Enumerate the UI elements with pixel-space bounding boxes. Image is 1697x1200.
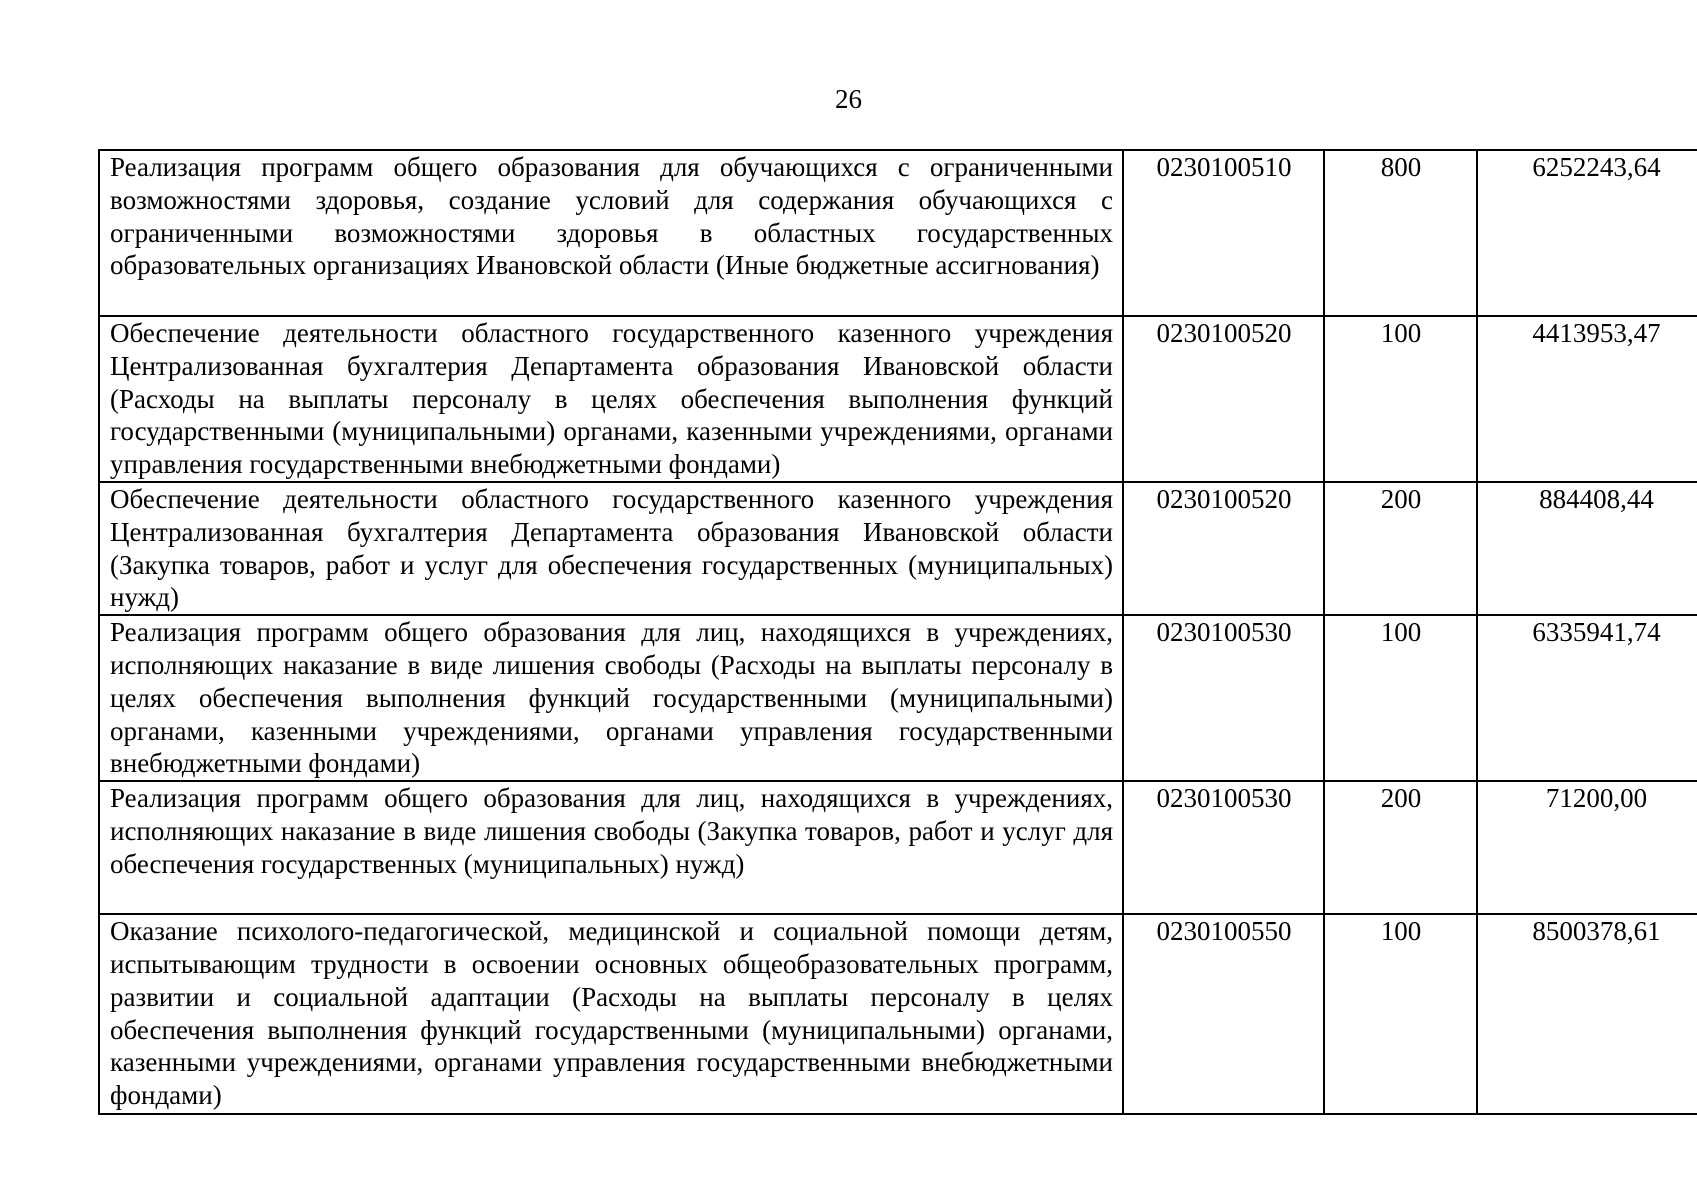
table-row — [99, 316, 1697, 482]
row-amount: 6335941,74 — [1477, 615, 1697, 781]
row-description: Реализация программ общего образования для лиц, находящихся в учреждениях, исполняющих наказание в виде лишения свободы (Расходы на выплаты персоналу в целях обеспечения выполнения функций государственными (муниципальными) органами, казенными учреждениями, органами управления государственными внебюджетными фондами) — [99, 615, 1123, 781]
row-expense-type: 100 — [1324, 914, 1477, 1114]
row-amount: 884408,44 — [1477, 482, 1697, 615]
row-description: Реализация программ общего образования для обучающихся с ограниченными возможностями здоровья, создание условий для содержания обучающихся с ограниченными возможностями здоровья в областных государственных образовательных организациях Ивановской области (Иные бюджетные ассигнования) — [99, 150, 1123, 316]
table-row — [99, 615, 1697, 781]
row-amount: 4413953,47 — [1477, 316, 1697, 482]
table-row — [99, 914, 1697, 1114]
table-row — [99, 482, 1697, 615]
row-description: Обеспечение деятельности областного государственного казенного учреждения Централизованная бухгалтерия Департамента образования Ивановской области (Закупка товаров, работ и услуг для обеспечения государственных (муниципальных) нужд) — [99, 482, 1123, 615]
row-description: Реализация программ общего образования для лиц, находящихся в учреждениях, исполняющих наказание в виде лишения свободы (Закупка товаров, работ и услуг для обеспечения государственных (муниципальных) нужд) — [99, 781, 1123, 914]
row-amount: 71200,00 — [1477, 781, 1697, 914]
row-amount: 8500378,61 — [1477, 914, 1697, 1114]
row-code: 0230100530 — [1123, 781, 1324, 914]
page-number: 26 — [835, 84, 862, 114]
row-code: 0230100520 — [1123, 316, 1324, 482]
table-row — [99, 781, 1697, 914]
row-expense-type: 100 — [1324, 615, 1477, 781]
row-amount: 6252243,64 — [1477, 150, 1697, 316]
row-code: 0230100510 — [1123, 150, 1324, 316]
row-code: 0230100520 — [1123, 482, 1324, 615]
row-expense-type: 200 — [1324, 482, 1477, 615]
row-description: Оказание психолого-педагогической, медицинской и социальной помощи детям, испытывающим трудности в освоении основных общеобразовательных программ, развитии и социальной адаптации (Расходы на выплаты персоналу в целях обеспечения выполнения функций государственными (муниципальными) органами, казенными учреждениями, органами управления государственными внебюджетными фондами) — [99, 914, 1123, 1114]
row-expense-type: 200 — [1324, 781, 1477, 914]
row-expense-type: 100 — [1324, 316, 1477, 482]
budget-table — [98, 149, 1697, 1115]
row-description: Обеспечение деятельности областного государственного казенного учреждения Централизованная бухгалтерия Департамента образования Ивановской области (Расходы на выплаты персоналу в целях обеспечения выполнения функций государственными (муниципальными) органами, казенными учреждениями, органами управления государственными внебюджетными фондами) — [99, 316, 1123, 482]
row-expense-type: 800 — [1324, 150, 1477, 316]
row-code: 0230100530 — [1123, 615, 1324, 781]
table-row — [99, 150, 1697, 316]
row-code: 0230100550 — [1123, 914, 1324, 1114]
